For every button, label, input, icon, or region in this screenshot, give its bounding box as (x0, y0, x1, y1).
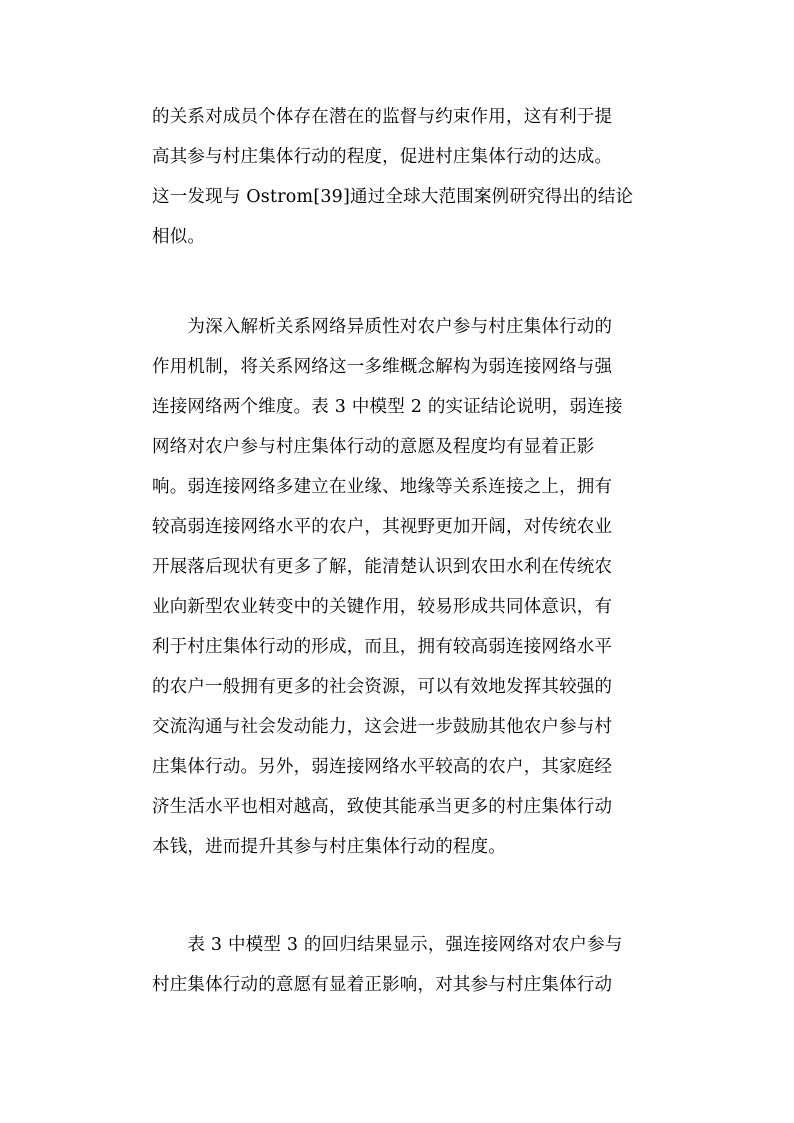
text-line: 连接网络两个维度。表 3 中模型 2 的实证结论说明，弱连接 (152, 397, 623, 417)
text-line: 的农户一般拥有更多的社会资源，可以有效地发挥其较强的 (152, 677, 613, 697)
text-line: 这一发现与 Ostrom[39]通过全球大范围案例研究得出的结论 (152, 187, 634, 207)
text-line: 表 3 中模型 3 的回归结果显示，强连接网络对农户参与 (152, 935, 623, 955)
text-line: 作用机制，将关系网络这一多维概念解构为弱连接网络与强 (152, 357, 613, 377)
text-line: 响。弱连接网络多建立在业缘、地缘等关系连接之上，拥有 (152, 477, 613, 497)
text-line: 本钱，进而提升其参与村庄集体行动的程度。 (152, 837, 506, 857)
paragraph-2 (152, 307, 652, 867)
text-line: 交流沟通与社会发动能力，这会进一步鼓励其他农户参与村 (152, 717, 613, 737)
text-line: 庄集体行动。另外，弱连接网络水平较高的农户，其家庭经 (152, 757, 613, 777)
text-line: 利于村庄集体行动的形成，而且，拥有较高弱连接网络水平 (152, 637, 613, 657)
text-line: 业向新型农业转变中的关键作用，较易形成共同体意识，有 (152, 597, 613, 617)
text-line: 高其参与村庄集体行动的程度，促进村庄集体行动的达成。 (152, 147, 613, 167)
text-line: 的关系对成员个体存在潜在的监督与约束作用，这有利于提 (152, 107, 613, 127)
text-line: 相似。 (152, 227, 206, 247)
text-line: 网络对农户参与村庄集体行动的意愿及程度均有显着正影 (152, 437, 595, 457)
text-line: 村庄集体行动的意愿有显着正影响，对其参与村庄集体行动 (152, 975, 613, 995)
paragraph-3 (152, 925, 652, 1005)
paragraph-1 (152, 97, 652, 257)
text-line: 济生活水平也相对越高，致使其能承当更多的村庄集体行动 (152, 797, 613, 817)
text-line: 为深入解析关系网络异质性对农户参与村庄集体行动的 (152, 317, 613, 337)
text-line: 较高弱连接网络水平的农户，其视野更加开阔，对传统农业 (152, 517, 613, 537)
text-line: 开展落后现状有更多了解，能清楚认识到农田水利在传统农 (152, 557, 613, 577)
